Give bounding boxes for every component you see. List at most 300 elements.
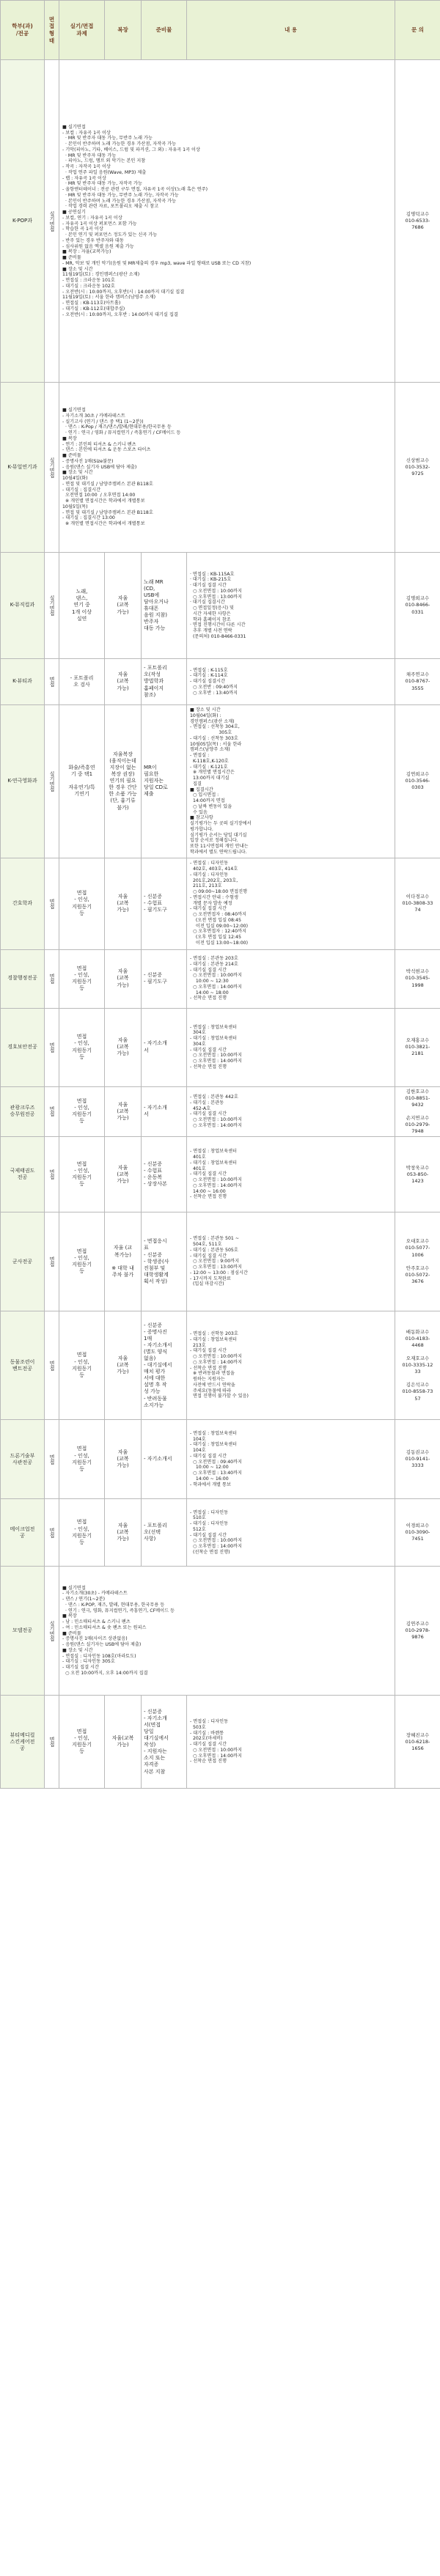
detail-line: 심기평가 순서는 당일 대기실 bbox=[190, 832, 247, 838]
contact-info: 채주연교수 010-8767- 3555 bbox=[395, 659, 440, 705]
detail-line: - 대기실 집결 시간 bbox=[190, 1171, 227, 1177]
dress-code: 자율(교복 가능) bbox=[105, 1696, 142, 1789]
department-name: K-뮤직컬과 bbox=[1, 553, 45, 659]
exam-details bbox=[187, 553, 395, 659]
detail-line: ○ 오후면접 : 13:00까지 bbox=[190, 1265, 243, 1270]
detail-line: - 대기실 : 디자인동 bbox=[190, 872, 229, 877]
detail-line: - 면접 및 대기실 / 남양주캠퍼스 본관 B118호 bbox=[62, 481, 153, 487]
detail-line: - 학습한 곡 1곡 이상 bbox=[62, 227, 103, 232]
contact-info: 오대호교수 010-5077- 1006 안주호교수 010-5072- 3676 bbox=[395, 1212, 440, 1311]
exam-details bbox=[187, 1212, 395, 1311]
interview-type-label: 면접 bbox=[49, 1737, 55, 1748]
detail-line: - 대기실 집결 시간 bbox=[190, 967, 227, 973]
detail-line: - 연기 : 본인의 티셔츠 & 스키니 팬츠 bbox=[62, 441, 136, 447]
detail-line: 추후 개별 사전 연락 bbox=[190, 628, 232, 633]
detail-line: - 대기실 집결 시간 bbox=[190, 1532, 227, 1538]
detail-line: - 오전반(시 : 10:00까지, 오후반 : 14:00까지 대기실 집결 bbox=[62, 312, 178, 317]
detail-line: ■ 공연실기 bbox=[62, 210, 86, 215]
detail-line: ■ 준비물 bbox=[62, 453, 81, 459]
detail-line: (선착순 면접 진행) bbox=[190, 1549, 230, 1555]
contact-info: 김동권교수 010-9141- 3333 bbox=[395, 1420, 440, 1499]
department-name: 동물조련이 벤트전공 bbox=[1, 1311, 45, 1420]
interview-type bbox=[45, 383, 59, 553]
department-name: 뷰티메디컬 스킨케어전 공 bbox=[1, 1696, 45, 1789]
detail-line: ■ 복장 bbox=[62, 435, 77, 441]
table-row bbox=[1, 1499, 440, 1567]
table-row bbox=[1, 1567, 440, 1696]
detail-line: ○ 오전면접 : 10:00까지 bbox=[190, 1177, 243, 1183]
column-header: 학부(과) /전공 bbox=[1, 1, 45, 60]
detail-line: ○ 오후면접 : 14:00까지 bbox=[190, 1544, 243, 1550]
interview-type bbox=[45, 1137, 59, 1212]
detail-line: ■ 실기면접 bbox=[62, 408, 86, 413]
detail-line: 104호 bbox=[190, 1436, 206, 1442]
detail-line: 452-A호 bbox=[190, 1105, 211, 1111]
required-items: - 신분증 - 수험표 - 운동복 - 상장사본 bbox=[142, 1137, 187, 1212]
table-row bbox=[1, 1086, 440, 1137]
detail-line: 수 있음 bbox=[190, 809, 208, 815]
interview-type-label: 면접 bbox=[49, 974, 55, 984]
detail-line: · 대기실 : KB-215호 bbox=[190, 577, 232, 583]
exam-task: 면접 - 인성, 지원동기 등 bbox=[59, 1008, 105, 1086]
exam-details bbox=[187, 1137, 395, 1212]
detail-line: - 면접실 : 디자인동 bbox=[190, 1719, 229, 1725]
column-header: 복장 bbox=[105, 1, 142, 60]
department-name: K-연극영화과 bbox=[1, 705, 45, 858]
detail-line: - 대기실 : 창업보육센터 bbox=[190, 1160, 238, 1166]
detail-line: - 증명사진 1매(Size불문) bbox=[62, 458, 114, 464]
interview-type bbox=[45, 858, 59, 949]
interview-type bbox=[45, 553, 59, 659]
detail-line: ※ 개인별 면접시간은 학과에서 개별통보 bbox=[62, 498, 145, 504]
detail-line: ※ 개인별 면접시간은 bbox=[190, 770, 235, 776]
dress-code: 자율 (교복 가능) bbox=[105, 1311, 142, 1420]
required-items: - 신분증 - 증명사진 1매 - 자기소개서 (별도 양식 없음) - 대기실에서 매치 평가 서에 대한 설명 후 작 성 가능 - 반려동물 소지가능 bbox=[142, 1311, 187, 1420]
detail-line: ※ 반려동물과 면접을 bbox=[190, 1371, 235, 1377]
interview-type-label: 실기면접 bbox=[49, 770, 55, 792]
exam-details bbox=[59, 60, 395, 383]
detail-line: ○ 오전면접 : 09:40까지 bbox=[190, 1459, 243, 1465]
required-items: - 면접응시 표 - 신분증 - 학생증(사 진첨부 및 대학생활계 획서 작성) bbox=[142, 1212, 187, 1311]
detail-line: - 면접실 : 본관동 203호 bbox=[190, 956, 238, 961]
table-row bbox=[1, 659, 440, 705]
exam-task: 면접 - 인성, 지원동기 등 bbox=[59, 1696, 105, 1789]
detail-line: ■ 참고사항 bbox=[190, 815, 213, 821]
department-name: 간호학과 bbox=[1, 858, 45, 949]
exam-task: 면접 - 인성, 지원동기 등 bbox=[59, 1311, 105, 1420]
detail-line: 또한 11시면접의 개인 안내는 bbox=[190, 844, 249, 849]
detail-line: 14:00 ~ 16:00 bbox=[190, 1188, 226, 1194]
detail-line: - 면접실 : KB-113호(아트홀) bbox=[62, 301, 121, 306]
detail-line: ※ 개인별 면접시간은 학과에서 개별통보 bbox=[62, 521, 145, 527]
table-row bbox=[1, 60, 440, 383]
column-header: 문 의 bbox=[395, 1, 440, 60]
dress-code: 자율복장 (움직이는데 지장이 없는 복장 권장) 연기의 필요 한 경우 간단 한 소품 가능 (단, 흉기류 불가) bbox=[105, 705, 142, 858]
column-header: 실기/면접 과제 bbox=[59, 1, 105, 60]
detail-line: · 면접 진행시간이 다른 시간 bbox=[190, 622, 246, 628]
dress-code: 자율 (교복 가능) bbox=[105, 659, 142, 705]
detail-line: 입장 순서로 정해집니다. bbox=[190, 838, 238, 844]
detail-line: ■ 준비물 bbox=[62, 255, 81, 260]
interview-type bbox=[45, 60, 59, 383]
detail-line: - 대기실 집결 시간 bbox=[190, 1111, 227, 1117]
detail-line: 집결 bbox=[190, 781, 202, 787]
detail-line: · 연기 : 연극, 영화, 뮤지컬연기, 즉흥연기, CF메이드 등 bbox=[62, 1608, 175, 1613]
detail-line: ■ 실기면접 bbox=[62, 1585, 86, 1591]
detail-line: 10월05일(목) : 서울 한라 bbox=[190, 741, 242, 747]
detail-line: ○ 오후면접 : 14:00까지 bbox=[190, 1753, 243, 1759]
department-name: 국제태권도 전공 bbox=[1, 1137, 45, 1212]
detail-line: - 대기실 : 디자인동 bbox=[190, 1521, 229, 1527]
detail-line: · MR 및 반주자 대동 가능 bbox=[62, 152, 117, 158]
exam-task: 면접 - 인성, 지원동기 등 bbox=[59, 949, 105, 1008]
detail-line: 201호,202호, 203호, bbox=[190, 877, 238, 883]
detail-line: · 본인이 반주하며 노래 가능한 경우 가산점, 자작곡 가능 bbox=[62, 141, 177, 147]
department-name: 경호보안전공 bbox=[1, 1008, 45, 1086]
detail-line: ○ 날짜 변동이 있을 bbox=[190, 803, 232, 809]
exam-task: 면접 - 인성, 지원동기 등 bbox=[59, 1137, 105, 1212]
exam-details bbox=[59, 383, 395, 553]
detail-line: 304호 bbox=[190, 1030, 206, 1036]
exam-details bbox=[187, 705, 395, 858]
detail-line: - 면접실 : K-115호 bbox=[190, 667, 228, 673]
detail-line: · 댄스 : K-POP, 재즈, 발레, 현대무용, 한국무용 등 bbox=[62, 1602, 165, 1608]
dress-code: 자율 (교 복가능) ※ 대학 내 주차 불가 bbox=[105, 1212, 142, 1311]
contact-info: 이경희교수 010-3090- 7451 bbox=[395, 1499, 440, 1567]
detail-line: 10월5일(목) bbox=[62, 504, 88, 509]
dress-code: 자율 (교복 가능) bbox=[105, 553, 142, 659]
detail-line: ○ 오후면접 : 14:00까지 bbox=[190, 1122, 243, 1128]
detail-line: 510호 bbox=[190, 1515, 206, 1521]
column-header: 내 용 bbox=[187, 1, 395, 60]
dress-code: 자율 (교복 가능) bbox=[105, 949, 142, 1008]
table-row bbox=[1, 1212, 440, 1311]
required-items: - 자기소개서 bbox=[142, 1420, 187, 1499]
dress-code: 자율 (교복 가능) bbox=[105, 1008, 142, 1086]
dress-code: 자율 (교복 가능) bbox=[105, 858, 142, 949]
detail-line: - 대기실 집결 시간 bbox=[190, 1742, 227, 1748]
detail-line: · 본인 연기 및 퍼포먼스 정도가 있는 신곡 가능 bbox=[62, 232, 158, 238]
detail-line: - 대기실 집결 시간 bbox=[190, 1047, 227, 1053]
detail-line: · 작업 연주 파일 음원(Wave, MP3) 제출 bbox=[62, 169, 147, 175]
exam-details bbox=[187, 1499, 395, 1567]
detail-line: 10:00 ~ 12:30 bbox=[190, 979, 229, 984]
detail-line: 104호 bbox=[190, 1448, 206, 1454]
detail-line: - 면접실 : 디자인동 bbox=[190, 861, 229, 866]
detail-line: - 자유곡 1곡 이상 퍼포먼스 포함 가능 bbox=[62, 221, 137, 227]
detail-line: - 랩 : 자유곡 1곡 이상 bbox=[62, 175, 106, 181]
table-row bbox=[1, 1137, 440, 1212]
detail-line: 305호 bbox=[190, 730, 232, 735]
detail-line: - 대기실 : 본관동 bbox=[190, 1100, 224, 1105]
detail-line: - 남 : 민소매티셔츠 & 스키니 팬츠 bbox=[62, 1619, 131, 1625]
interview-type bbox=[45, 659, 59, 705]
detail-line: - 선착순 면접 진행 bbox=[190, 1365, 227, 1371]
exam-task: 면접 - 인성, 지원동기 등 bbox=[59, 1420, 105, 1499]
interview-type-label: 면접 bbox=[49, 898, 55, 909]
detail-line: 401호 bbox=[190, 1155, 206, 1160]
detail-line: ■ 집결시간 bbox=[190, 787, 213, 792]
detail-line: · MR 및 반주자 대동 가능, 자작곡 가능 bbox=[62, 181, 142, 187]
detail-line: 학과에서 별도 연락드립니다. bbox=[190, 849, 247, 855]
detail-line: - 대기실 집결 시간 bbox=[190, 906, 227, 912]
detail-line: - 면접실 : 창업보육센터 bbox=[190, 1430, 238, 1436]
required-items: - 포트폴리 오(작성 방법학과 홈페이지 참조) bbox=[142, 659, 187, 705]
detail-line: 11월19일(토) : 서울 한라 캠퍼스(남영주 소재) bbox=[62, 295, 155, 301]
table-row bbox=[1, 1311, 440, 1420]
detail-line: - 대기실 : 창업보육센터 bbox=[190, 1442, 238, 1448]
detail-line: · 대기실 집결 시간 bbox=[190, 583, 227, 588]
detail-line: - 대기실 : 선착동 303호 bbox=[190, 735, 238, 741]
detail-line: 503호 bbox=[190, 1724, 206, 1730]
detail-line: - 대기실 : 집결시간 bbox=[62, 487, 101, 493]
detail-line: - 면접실 : 선착동 304호, bbox=[190, 724, 240, 730]
detail-line: - 대기실 : 바렌통 bbox=[190, 1730, 224, 1736]
table-row bbox=[1, 1696, 440, 1789]
interview-type bbox=[45, 1311, 59, 1420]
detail-line: 경인캠퍼스(광산 소재) bbox=[190, 718, 235, 724]
required-items: MR이 필요한 지원자는 당일 CD로 제출 bbox=[142, 705, 187, 858]
exam-details bbox=[187, 858, 395, 949]
interview-type bbox=[45, 1696, 59, 1789]
interview-type bbox=[45, 1086, 59, 1137]
detail-line: - 선착순 면접 진행 bbox=[190, 1064, 227, 1070]
detail-line: - 대기실 : K-121호 bbox=[190, 764, 228, 770]
interview-type-label: 면접 bbox=[49, 1042, 55, 1053]
required-items: - 자기소개 서 bbox=[142, 1086, 187, 1137]
detail-line: 학과 홈페이지 참조 bbox=[190, 617, 231, 622]
detail-line: 시간 자세한 사항은 bbox=[190, 611, 231, 617]
detail-line: - 올항엔터테이너 : 전공 관련 구두 면접, 자유곡 1곡 이상(노래 혹은 연주) bbox=[62, 187, 208, 192]
detail-line: 원하는 지원자는 bbox=[190, 1377, 225, 1383]
detail-line: 10월4일(화) bbox=[62, 476, 88, 482]
exam-details bbox=[187, 659, 395, 705]
detail-line: - 선착순 면접 진행 bbox=[190, 1759, 227, 1764]
detail-line: 402호, 403호, 414호 bbox=[190, 866, 238, 872]
interview-type-label: 면접 bbox=[49, 1527, 55, 1538]
detail-line: - 대기실 집결 시간 bbox=[62, 1665, 99, 1671]
exam-task: 면접 - 인성, 지원동기 등 bbox=[59, 1212, 105, 1311]
detail-line: - 대기실 : 디자인동 305호 bbox=[62, 1659, 115, 1665]
interview-type bbox=[45, 1420, 59, 1499]
detail-line: - 대기실 집결시간 bbox=[190, 679, 226, 685]
detail-line: - 대기실 : 크라운동 102호 bbox=[62, 283, 115, 289]
detail-line: ○ 오전면접 : 10:00까지 bbox=[190, 973, 243, 979]
detail-line: ○ 오후반 : 13:40까지 bbox=[190, 690, 238, 696]
dress-code: 자율 (교복 가능) bbox=[105, 1499, 142, 1567]
interview-type bbox=[45, 1008, 59, 1086]
detail-line: ○ 오후면접자 : 12:40까지 bbox=[190, 929, 246, 935]
exam-task: 화술/즉흥연 기 중 택1 자유연기/특 기연기 bbox=[59, 705, 105, 858]
detail-line: - 대기실 : KB-112호(대합주실) bbox=[62, 306, 125, 312]
detail-line: · 대기실 집결시간 bbox=[190, 600, 225, 606]
dress-code: 자율 (교복 가능) bbox=[105, 1420, 142, 1499]
detail-line: ■ 장소 및 시간 bbox=[190, 707, 221, 713]
table-row bbox=[1, 858, 440, 949]
detail-line: - 기악(피아노, 기타, 베이스, 드럼 및 파커션, 그 외) : 자유곡 1곡 이상 bbox=[62, 147, 201, 152]
detail-line: 사전에 반드시 연락을 bbox=[190, 1382, 235, 1388]
detail-line: · 피아노, 드럼, 앰프 외 악기는 본인 지참 bbox=[62, 158, 146, 164]
detail-line: - 면접실 : 창업보육센터 bbox=[190, 1149, 238, 1155]
interview-type-label: 면접 bbox=[49, 1454, 55, 1465]
detail-line: - 대기실 집결 시간 bbox=[190, 1348, 227, 1354]
detail-line: ○ 오후면접 : 13:00까지 bbox=[190, 594, 243, 600]
header-row bbox=[1, 1, 440, 60]
detail-line: · 면접실 : KB-115A호 bbox=[190, 571, 235, 577]
detail-line: ■ 장소 및 시간 bbox=[62, 1647, 93, 1653]
detail-line: - 자기소개(30초) - 카메라테스트 bbox=[62, 1591, 128, 1597]
detail-line: ○ 오전면접 : 10:00까지 bbox=[190, 1538, 243, 1544]
detail-line: · 본인이 반주하며 노래 가능한 경우 가산점, 자작곡 가능 bbox=[62, 198, 177, 204]
detail-line: 13:00까지 대기실 bbox=[190, 776, 230, 781]
detail-line: - 대기실 : 창업보육센터 bbox=[190, 1336, 238, 1342]
interview-type-label: 실기면접 bbox=[49, 457, 55, 478]
column-header: 면접 형태 bbox=[45, 1, 59, 60]
required-items: - 신분증 - 필기도구 bbox=[142, 949, 187, 1008]
detail-line: 202호(마세비) bbox=[190, 1736, 223, 1742]
detail-line: 512호 bbox=[190, 1526, 206, 1532]
detail-line: ○ 오전반 : 09:40까지 bbox=[190, 684, 238, 690]
detail-line: ○ 입시면접 : bbox=[190, 792, 219, 798]
detail-line: ○ 오전면접 : 10:00까지 bbox=[190, 588, 243, 594]
table-row bbox=[1, 553, 440, 659]
detail-line: ○ 오후면접 : 14:00까지 bbox=[190, 1359, 243, 1365]
detail-line: 이전 입실 09:00~12:00) bbox=[190, 923, 248, 929]
exam-task: 면접 - 인성, 지원동기 등 bbox=[59, 1086, 105, 1137]
detail-line: ○ 오후면접 : 14:00까지 bbox=[190, 984, 243, 990]
table-row bbox=[1, 383, 440, 553]
detail-line: - 자기소개 30초 / 카메라테스트 bbox=[62, 413, 125, 419]
detail-line: 주세요(동물에 따라 bbox=[190, 1388, 232, 1394]
detail-line: - 선착순 면접 진행 bbox=[190, 996, 227, 1001]
detail-line: ○ 오전면접 : 10:00까지 bbox=[190, 1053, 243, 1059]
detail-line: ○ 오후면접 : 14:00까지 bbox=[190, 1182, 243, 1188]
department-name: 메이크업전 공 bbox=[1, 1499, 45, 1567]
detail-line: (문의처) 010-8466-0331 bbox=[190, 633, 246, 639]
detail-line: - 증명사진 1매(사이즈 상관없음) bbox=[62, 1636, 128, 1642]
detail-line: · MR 및 반주자 대동 가능, 무반주 노래 가능 bbox=[62, 136, 153, 141]
interview-type-label: 실기면접 bbox=[49, 1620, 55, 1641]
exam-task: 면접 - 인성, 지원동기 등 bbox=[59, 1499, 105, 1567]
detail-line: - 댄스 : 본인에 티셔츠 & 운동 스포츠 타이츠 bbox=[62, 447, 151, 453]
department-name: 모델전공 bbox=[1, 1567, 45, 1696]
detail-line: 10월04일(화) : bbox=[190, 713, 221, 718]
detail-line: ■ 복장 bbox=[62, 1613, 77, 1619]
detail-line: - 대기실 : K-114호 bbox=[190, 673, 228, 679]
interview-type bbox=[45, 1567, 59, 1696]
exam-task: 노래, 댄스, 연기 중 1개 이상 실연 bbox=[59, 553, 105, 659]
detail-line: - 심사위원 없음 엑셀 음원 제출 가능 bbox=[62, 243, 134, 249]
detail-line: - 대기실 : 집결시간 13:00 bbox=[62, 515, 115, 521]
detail-line: - 12:00 ~ 13:00 : 점심시간 bbox=[190, 1270, 248, 1276]
detail-line: 실기평가는 두 곳의 실기장에서 bbox=[190, 821, 252, 826]
detail-line: 평가합니다. bbox=[190, 826, 213, 832]
detail-line: ■ 준비물 bbox=[62, 1630, 81, 1636]
detail-line: ○ 오후면접 : 14:00까지 bbox=[190, 1059, 243, 1064]
required-items: - 자기소개 서 bbox=[142, 1008, 187, 1086]
interview-type bbox=[45, 705, 59, 858]
detail-line: 오전면접 10:00 / 오후면접 14:00 bbox=[62, 493, 136, 498]
detail-line: - MR, 악보 및 개인 악기(음원 및 MR제출의 경우 mp3, wave 파일 형태로 USB 또는 CD 지참) bbox=[62, 260, 252, 266]
department-name: 경찰행정전공 bbox=[1, 949, 45, 1008]
detail-line: 504호, 511호 bbox=[190, 1242, 222, 1248]
interview-type bbox=[45, 1212, 59, 1311]
exam-details bbox=[187, 1311, 395, 1420]
detail-line: (오후 면접 입실 12:45 bbox=[190, 935, 241, 941]
detail-line: 10:00 ~ 12:00 bbox=[190, 1465, 229, 1471]
detail-line: ○ 면접일정(응시) 및 bbox=[190, 606, 234, 611]
department-name: K-뮤얼연기과 bbox=[1, 383, 45, 553]
detail-line: 11월19일(토) : 경인캠퍼스(광산 소재) bbox=[62, 272, 140, 278]
detail-line: - 면접실 : 선학동 203호 bbox=[190, 1331, 238, 1337]
table-row bbox=[1, 1008, 440, 1086]
detail-line: ○ 오전면접자 : 08:40까지 bbox=[190, 912, 246, 918]
detail-line: ■ 실기면접 bbox=[62, 124, 86, 130]
table-row bbox=[1, 1420, 440, 1499]
detail-line: ■ 장소 및 시간 bbox=[62, 470, 93, 476]
detail-line: ○ 오전면접 : 10:00까지 bbox=[190, 1354, 243, 1360]
detail-line: 14:00까지 면접 bbox=[190, 798, 225, 803]
detail-line: - 보컬, 연기 : 자유곡 1곡 이상 bbox=[62, 215, 122, 221]
detail-line: - 선착순 면접 진행 bbox=[190, 1194, 227, 1200]
department-name: 관광크루즈 승무원전공 bbox=[1, 1086, 45, 1137]
table-row bbox=[1, 705, 440, 858]
detail-line: - 반주 있는 경우 반주자와 대동 bbox=[62, 238, 124, 243]
exam-task: 면접 - 인성, 지원동기 등 bbox=[59, 858, 105, 949]
interview-type-label: 실기면접 bbox=[49, 210, 55, 232]
detail-line: - 대기실 : 본관동 214호 bbox=[190, 961, 238, 967]
contact-info: 김연희교수 010-3546- 0303 bbox=[395, 705, 440, 858]
interview-type-label: 면접 bbox=[49, 1360, 55, 1371]
detail-line: ○ 오전면접 : 9:00까지 bbox=[190, 1259, 240, 1265]
exam-details bbox=[187, 1420, 395, 1499]
contact-info: 박석현교수 010-3545- 1998 bbox=[395, 949, 440, 1008]
detail-line: 304호 bbox=[190, 1041, 206, 1047]
required-items: - 신분증 - 수험표 - 필기도구 bbox=[142, 858, 187, 949]
detail-line: - 면접실 : 본관동 442호 bbox=[190, 1094, 238, 1100]
detail-line: ○ 오전면접 : 10:00까지 bbox=[190, 1117, 243, 1123]
interview-type bbox=[45, 949, 59, 1008]
detail-line: - 면접 및 대기실 / 남양주캠퍼스 본관 B118호 bbox=[62, 509, 153, 515]
detail-line: · 댄스 : K-Pop / 재즈/댄스/발레/현대무용/한국무용 등 bbox=[62, 424, 172, 430]
table-header bbox=[1, 1, 440, 60]
detail-line: · 연기 : 연극 / 영화 / 뮤지컬연기 / 즉흥연기 / CF메이드 등 bbox=[62, 430, 181, 436]
detail-line: K-118호,K-120호 bbox=[190, 758, 229, 764]
interview-type-label: 면접 bbox=[49, 1169, 55, 1180]
detail-line: - 실기고사 (연기 / 댄스 중 택1 (1~2분)) bbox=[62, 419, 144, 424]
detail-line: (오전 면접 입실 08:45 bbox=[190, 917, 241, 923]
detail-line: - 오전반(시 : 10:00까지, 오후반(시 : 14:00까지 대기실 집결 bbox=[62, 289, 185, 295]
detail-line: - 보컬 : 자유곡 1곡 이상 bbox=[62, 130, 111, 136]
exam-task: - 포트폴리 오 검사 bbox=[59, 659, 105, 705]
required-items: 노래 MR (CD, USB에 담아오거나 휴대폰 음원 지참) 반주자 대동 가능 bbox=[142, 553, 187, 659]
contact-info: 김명덕교수 010-6533- 7686 bbox=[395, 60, 440, 383]
detail-line: 이전 입실 13:00~18:00) bbox=[190, 940, 248, 946]
detail-line: - 면접실 : 크라운동 101호 bbox=[62, 278, 115, 283]
detail-line: 213호 bbox=[190, 1342, 206, 1348]
column-header: 준비물 bbox=[142, 1, 187, 60]
detail-line: - 면접시간 안내 : 수험생 bbox=[190, 894, 238, 900]
department-name: K-POP과 bbox=[1, 60, 45, 383]
detail-line: - 대기실 : 본관동 505호 bbox=[190, 1247, 238, 1253]
contact-info: 김명희교수 010-8466- 0331 bbox=[395, 553, 440, 659]
detail-line: 211호, 213호 bbox=[190, 883, 222, 889]
contact-info: 김한호교수 010-8851- 9432 손지연교수 010-2979- 7948 bbox=[395, 1086, 440, 1137]
detail-line: - 여 : 민소매티셔츠 & 숏 팬츠 또는 원피스 bbox=[62, 1624, 147, 1630]
department-name: 드론기술부 사관전공 bbox=[1, 1420, 45, 1499]
department-name: K-뷰티과 bbox=[1, 659, 45, 705]
detail-line: · 작업 경력 관련 자료, 포트폴리오 제출 시 참고 bbox=[62, 204, 159, 210]
